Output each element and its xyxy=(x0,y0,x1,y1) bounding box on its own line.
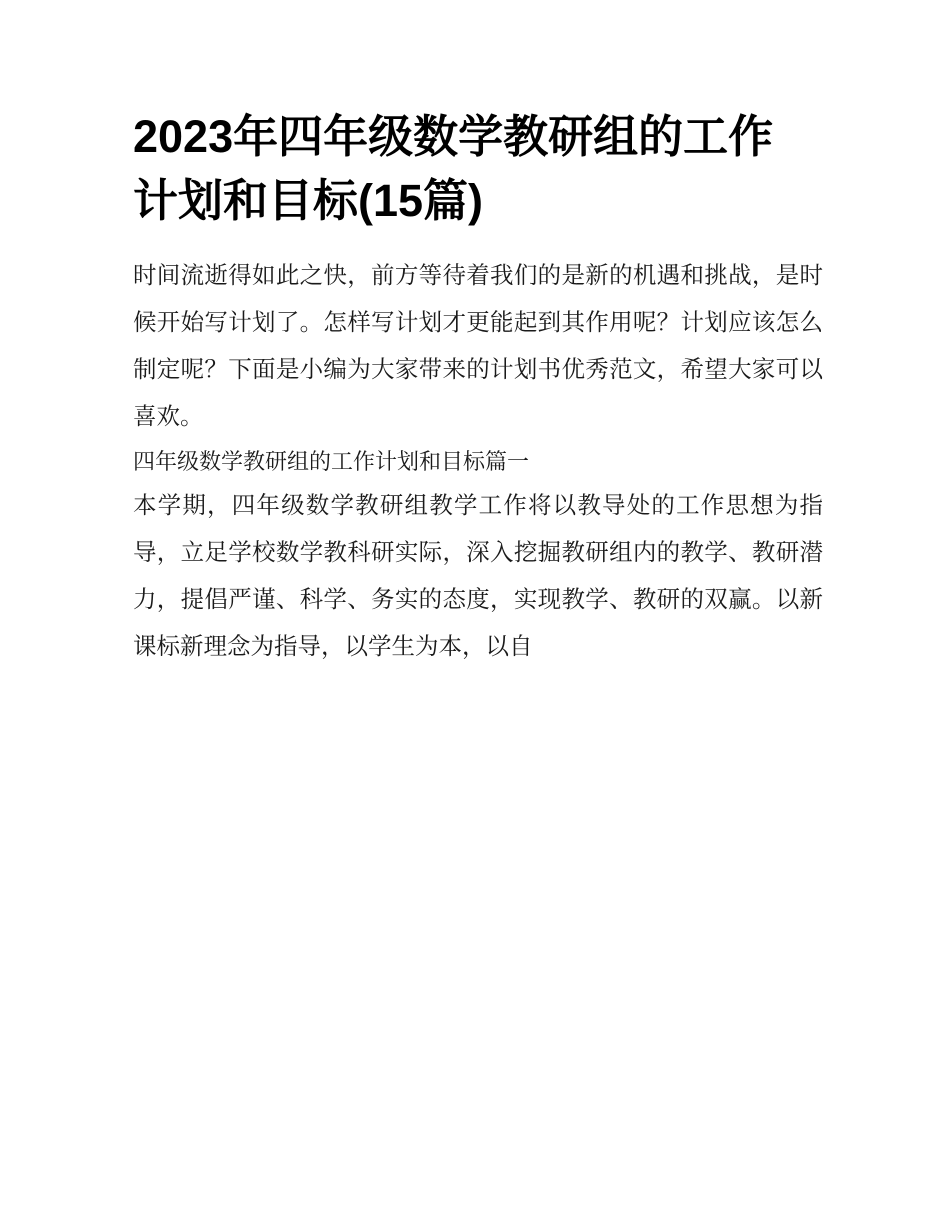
paragraph-intro: 时间流逝得如此之快，前方等待着我们的是新的机遇和挑战，是时候开始写计划了。怎样写计划才更能起到其作用呢？计划应该怎么制定呢？下面是小编为大家带来的计划书优秀范文，希望大家可以喜欢。 xyxy=(133,262,823,430)
paragraph-section-body: 本学期，四年级数学教研组教学工作将以教导处的工作思想为指导，立足学校数学教科研实际，深入挖掘教研组内的教学、教研潜力，提倡严谨、科学、务实的态度，实现教学、教研的双赢。以新课标新理念为指导，以学生为本，以自 xyxy=(133,492,823,660)
document-body xyxy=(133,105,823,671)
page-title: 2023年四年级数学教研组的工作计划和目标(15篇) xyxy=(133,111,774,226)
paragraph-section-heading: 四年级数学教研组的工作计划和目标篇一 xyxy=(133,448,530,474)
